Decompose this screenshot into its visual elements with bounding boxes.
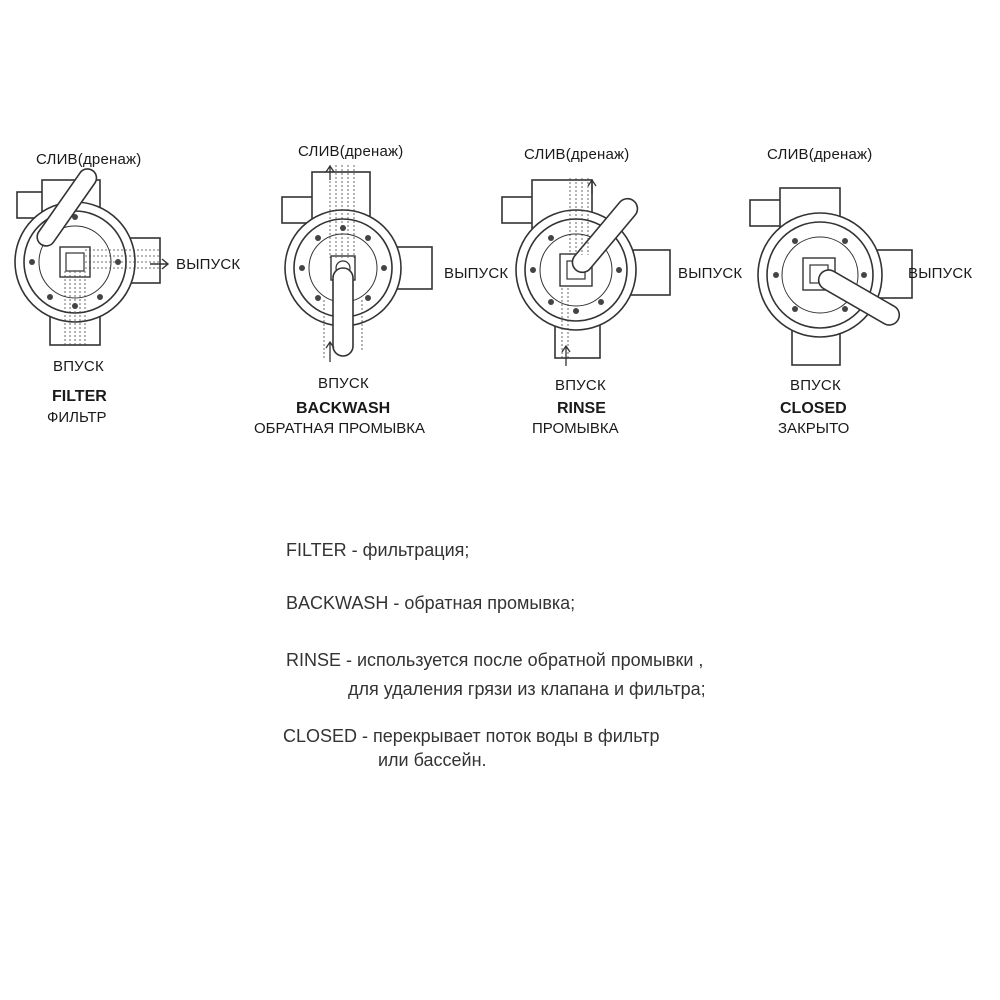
outlet-label-rinse-left: ВЫПУСК <box>444 265 509 282</box>
desc-backwash: BACKWASH - обратная промывка; <box>286 593 576 613</box>
mode-ru-rinse: ПРОМЫВКА <box>532 420 619 437</box>
outlet-label-closed: ВЫПУСК <box>908 265 973 282</box>
mode-en-backwash: BACKWASH <box>296 400 391 417</box>
outlet-label-rinse-right: ВЫПУСК <box>678 265 743 282</box>
mode-ru-backwash: ОБРАТНАЯ ПРОМЫВКА <box>254 420 425 437</box>
valve-diagram-rinse <box>500 165 680 380</box>
valve-diagram-backwash <box>270 160 450 370</box>
mode-en-filter: FILTER <box>52 388 107 405</box>
desc-filter: FILTER - фильтрация; <box>286 540 470 560</box>
desc-rinse-line1: RINSE - используется после обратной промывки , <box>286 650 704 670</box>
drain-label-closed: СЛИВ(дренаж) <box>767 146 873 163</box>
mode-ru-closed: ЗАКРЫТО <box>778 420 850 437</box>
valve-diagram-closed <box>745 170 925 375</box>
inlet-label-filter: ВПУСК <box>53 358 104 375</box>
inlet-label-rinse: ВПУСК <box>555 377 606 394</box>
desc-closed-line2: или бассейн. <box>378 750 487 770</box>
desc-closed-line1: CLOSED - перекрывает поток воды в фильтр <box>283 726 660 746</box>
inlet-label-closed: ВПУСК <box>790 377 841 394</box>
outlet-label-filter: ВЫПУСК <box>176 256 241 273</box>
drain-label-rinse: СЛИВ(дренаж) <box>524 146 630 163</box>
mode-en-closed: CLOSED <box>780 400 847 417</box>
mode-ru-filter: ФИЛЬТР <box>47 409 107 426</box>
mode-en-rinse: RINSE <box>557 400 606 417</box>
inlet-label-backwash: ВПУСК <box>318 375 369 392</box>
desc-rinse-line2: для удаления грязи из клапана и фильтра; <box>348 679 706 699</box>
drain-label-backwash: СЛИВ(дренаж) <box>298 143 404 160</box>
drain-label-filter: СЛИВ(дренаж) <box>36 151 142 168</box>
